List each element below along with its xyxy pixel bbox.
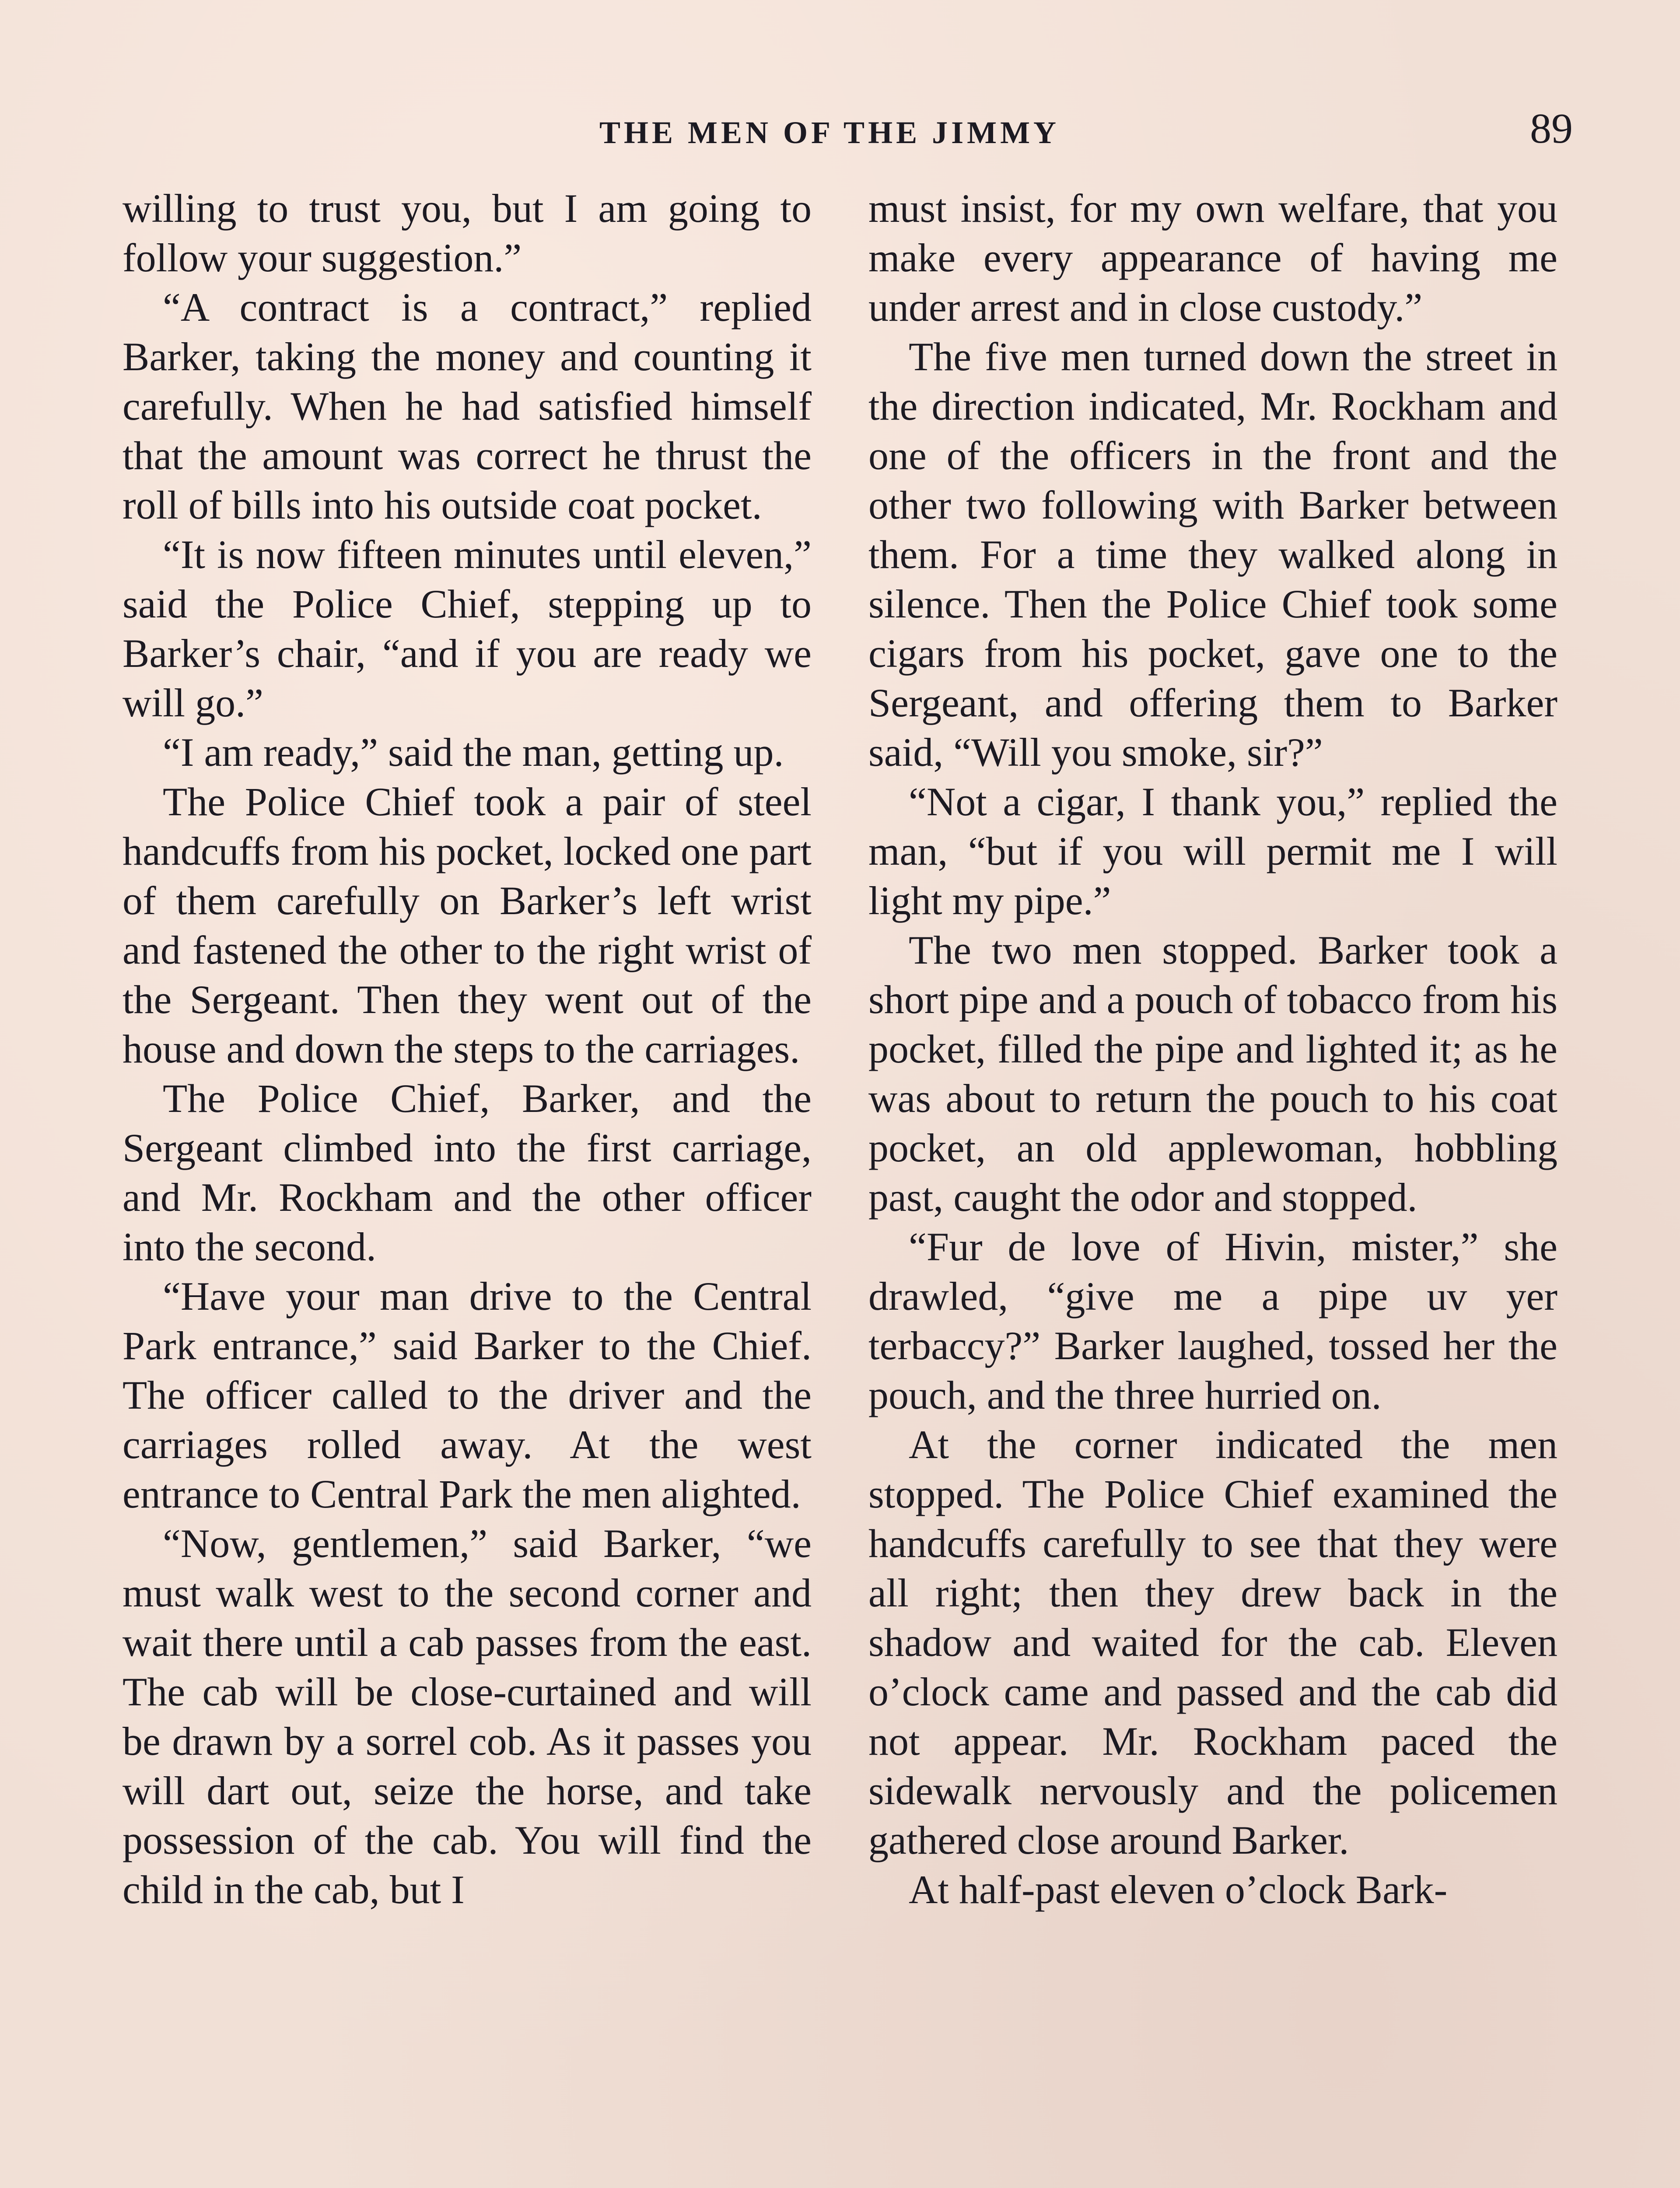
paragraph: The Police Chief, Barker, and the Sergeant climbed into the first carriage, and Mr. Rockham and the other officer into the second. — [122, 1076, 812, 1269]
paragraph: “It is now fifteen minutes until eleven,” said the Police Chief, stepping up to Barker’s chair, “and if you are ready we will go.” — [122, 532, 812, 725]
right-column — [868, 184, 1558, 1914]
paragraph: The two men stopped. Barker took a short pipe and a pouch of tobacco from his pocket, filled the pipe and lighted it; as he was about to return the pouch to his coat pocket, an old applewoman, hobbling past, caught the odor and stopped. — [868, 928, 1558, 1220]
paragraph: “Have your man drive to the Central Park entrance,” said Barker to the Chief. The officer called to the driver and the carriages rolled away. At the west entrance to Central Park the men alighted. — [122, 1274, 812, 1516]
paragraph: At half-past eleven o’clock Bark- — [909, 1867, 1448, 1912]
paragraph: “I am ready,” said the man, getting up. — [163, 730, 784, 775]
page-number: 89 — [1530, 105, 1573, 152]
paragraph: The Police Chief took a pair of steel handcuffs from his pocket, locked one part of them carefully on Barker’s left wrist and fastened the other to the right wrist of the Sergeant. Then they went out of the house and down the steps to the carriages. — [122, 779, 812, 1071]
paragraph: “A contract is a contract,” replied Barker, taking the money and counting it carefully. When he had satisfied himself that the amount was correct he thrust the roll of bills into his outside coat pocket. — [122, 285, 812, 527]
paragraph: “Now, gentlemen,” said Barker, “we must walk west to the second corner and wait there until a cab passes from the east. The cab will be close-curtained and will be drawn by a sorrel cob. As it passes you will dart out, seize the horse, and take possession of the cab. You will find the child in the cab, but I — [122, 1521, 812, 1912]
paragraph: must insist, for my own welfare, that you make every appearance of having me under arrest and in close custody.” — [868, 186, 1558, 330]
paragraph: “Fur de love of Hivin, mister,” she drawled, “give me a pipe uv yer terbaccy?” Barker laughed, tossed her the pouch, and the three hurried on. — [868, 1224, 1558, 1417]
paragraph: The five men turned down the street in the direction indicated, Mr. Rockham and one of the officers in the front and the other two following with Barker between them. For a time they walked along in silence. Then the Police Chief took some cigars from his pocket, gave one to the Sergeant, and offering them to Barker said, “Will you smoke, sir?” — [868, 334, 1558, 775]
running-head: THE MEN OF THE JIMMY — [599, 115, 1060, 150]
left-column — [122, 184, 812, 1914]
paragraph: At the corner indicated the men stopped. The Police Chief examined the handcuffs carefully to see that they were all right; then they drew back in the shadow and waited for the cab. Eleven o’clock came and passed and the cab did not appear. Mr. Rockham paced the sidewalk nervously and the policemen gathered close around Barker. — [868, 1422, 1558, 1862]
paragraph: “Not a cigar, I thank you,” replied the man, “but if you will permit me I will light my pipe.” — [868, 779, 1558, 923]
paragraph: willing to trust you, but I am going to follow your suggestion.” — [122, 186, 812, 280]
